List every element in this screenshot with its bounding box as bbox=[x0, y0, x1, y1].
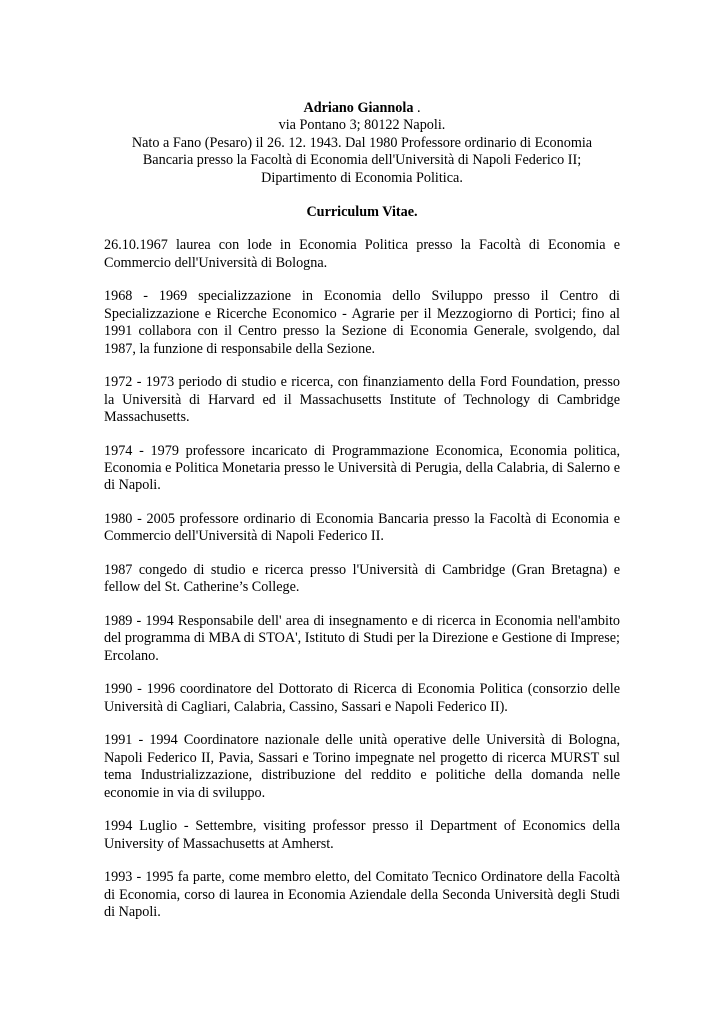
document-header bbox=[104, 100, 620, 187]
cv-entry-1991: 1991 - 1994 Coordinatore nazionale delle unità operative delle Università di Bologna, Napoli Federico II, Pavia, Sassari e Torino impegnate nel progetto di ricerca MURST sul tema Industrializzazione, distribuzione del reddito e politiche della domanda nelle economie in via di sviluppo. bbox=[104, 732, 620, 801]
cv-entry-1987: 1987 congedo di studio e ricerca presso l'Università di Cambridge (Gran Bretagna) e fellow del St. Catherine’s College. bbox=[104, 562, 620, 596]
address-line: via Pontano 3; 80122 Napoli. bbox=[278, 117, 446, 134]
name-suffix: . bbox=[413, 100, 421, 116]
cv-entry-1967: 26.10.1967 laurea con lode in Economia Politica presso la Facoltà di Economia e Commercio dell'Università di Bologna. bbox=[104, 237, 620, 271]
cv-entry-1989: 1989 - 1994 Responsabile dell' area di insegnamento e di ricerca in Economia nell'ambito del programma di MBA di STOA', Istituto di Studi per la Direzione e Gestione di Imprese; Ercolano. bbox=[104, 613, 620, 664]
bio-line-2: Bancaria presso la Facoltà di Economia dell'Università di Napoli Federico II; bbox=[142, 152, 582, 169]
author-name: Adriano Giannola bbox=[303, 100, 414, 116]
cv-entry-1993: 1993 - 1995 fa parte, come membro eletto, del Comitato Tecnico Ordinatore della Facoltà di Economia, corso di laurea in Economia Aziendale della Seconda Università degli Studi di Napoli. bbox=[104, 869, 620, 921]
cv-entry-1994: 1994 Luglio - Settembre, visiting professor presso il Department of Economics della University of Massachusetts at Amherst. bbox=[104, 818, 620, 852]
cv-title: Curriculum Vitae. bbox=[306, 204, 418, 221]
document-page bbox=[104, 100, 620, 938]
cv-entry-1968: 1968 - 1969 specializzazione in Economia dello Sviluppo presso il Centro di Specializzazione e Ricerche Economico - Agrarie per il Mezzogiorno di Portici; fino al 1991 collabora con il Centro presso la Sezione di Economia Generale, svolgendo, dal 1987, la funzione di responsabile della Sezione. bbox=[104, 288, 620, 357]
cv-entry-1980: 1980 - 2005 professore ordinario di Economia Bancaria presso la Facoltà di Economia e Commercio dell'Università di Napoli Federico II. bbox=[104, 511, 620, 545]
cv-entry-1990: 1990 - 1996 coordinatore del Dottorato di Ricerca di Economia Politica (consorzio delle Università di Cagliari, Calabria, Cassino, Sassari e Napoli Federico II). bbox=[104, 681, 620, 715]
name-line bbox=[104, 100, 620, 117]
cv-entries bbox=[104, 237, 620, 921]
bio-line-3: Dipartimento di Economia Politica. bbox=[261, 169, 463, 186]
cv-entry-1974: 1974 - 1979 professore incaricato di Programmazione Economica, Economia politica, Economia e Politica Monetaria presso le Università di Perugia, della Calabria, di Salerno e di Napoli. bbox=[104, 442, 620, 494]
cv-entry-1972: 1972 - 1973 periodo di studio e ricerca, con finanziamento della Ford Foundation, presso la Università di Harvard ed il Massachusetts Institute of Technology di Cambridge Massachusetts. bbox=[104, 374, 620, 426]
bio-line-1: Nato a Fano (Pesaro) il 26. 12. 1943. Dal 1980 Professore ordinario di Economia bbox=[131, 134, 593, 151]
